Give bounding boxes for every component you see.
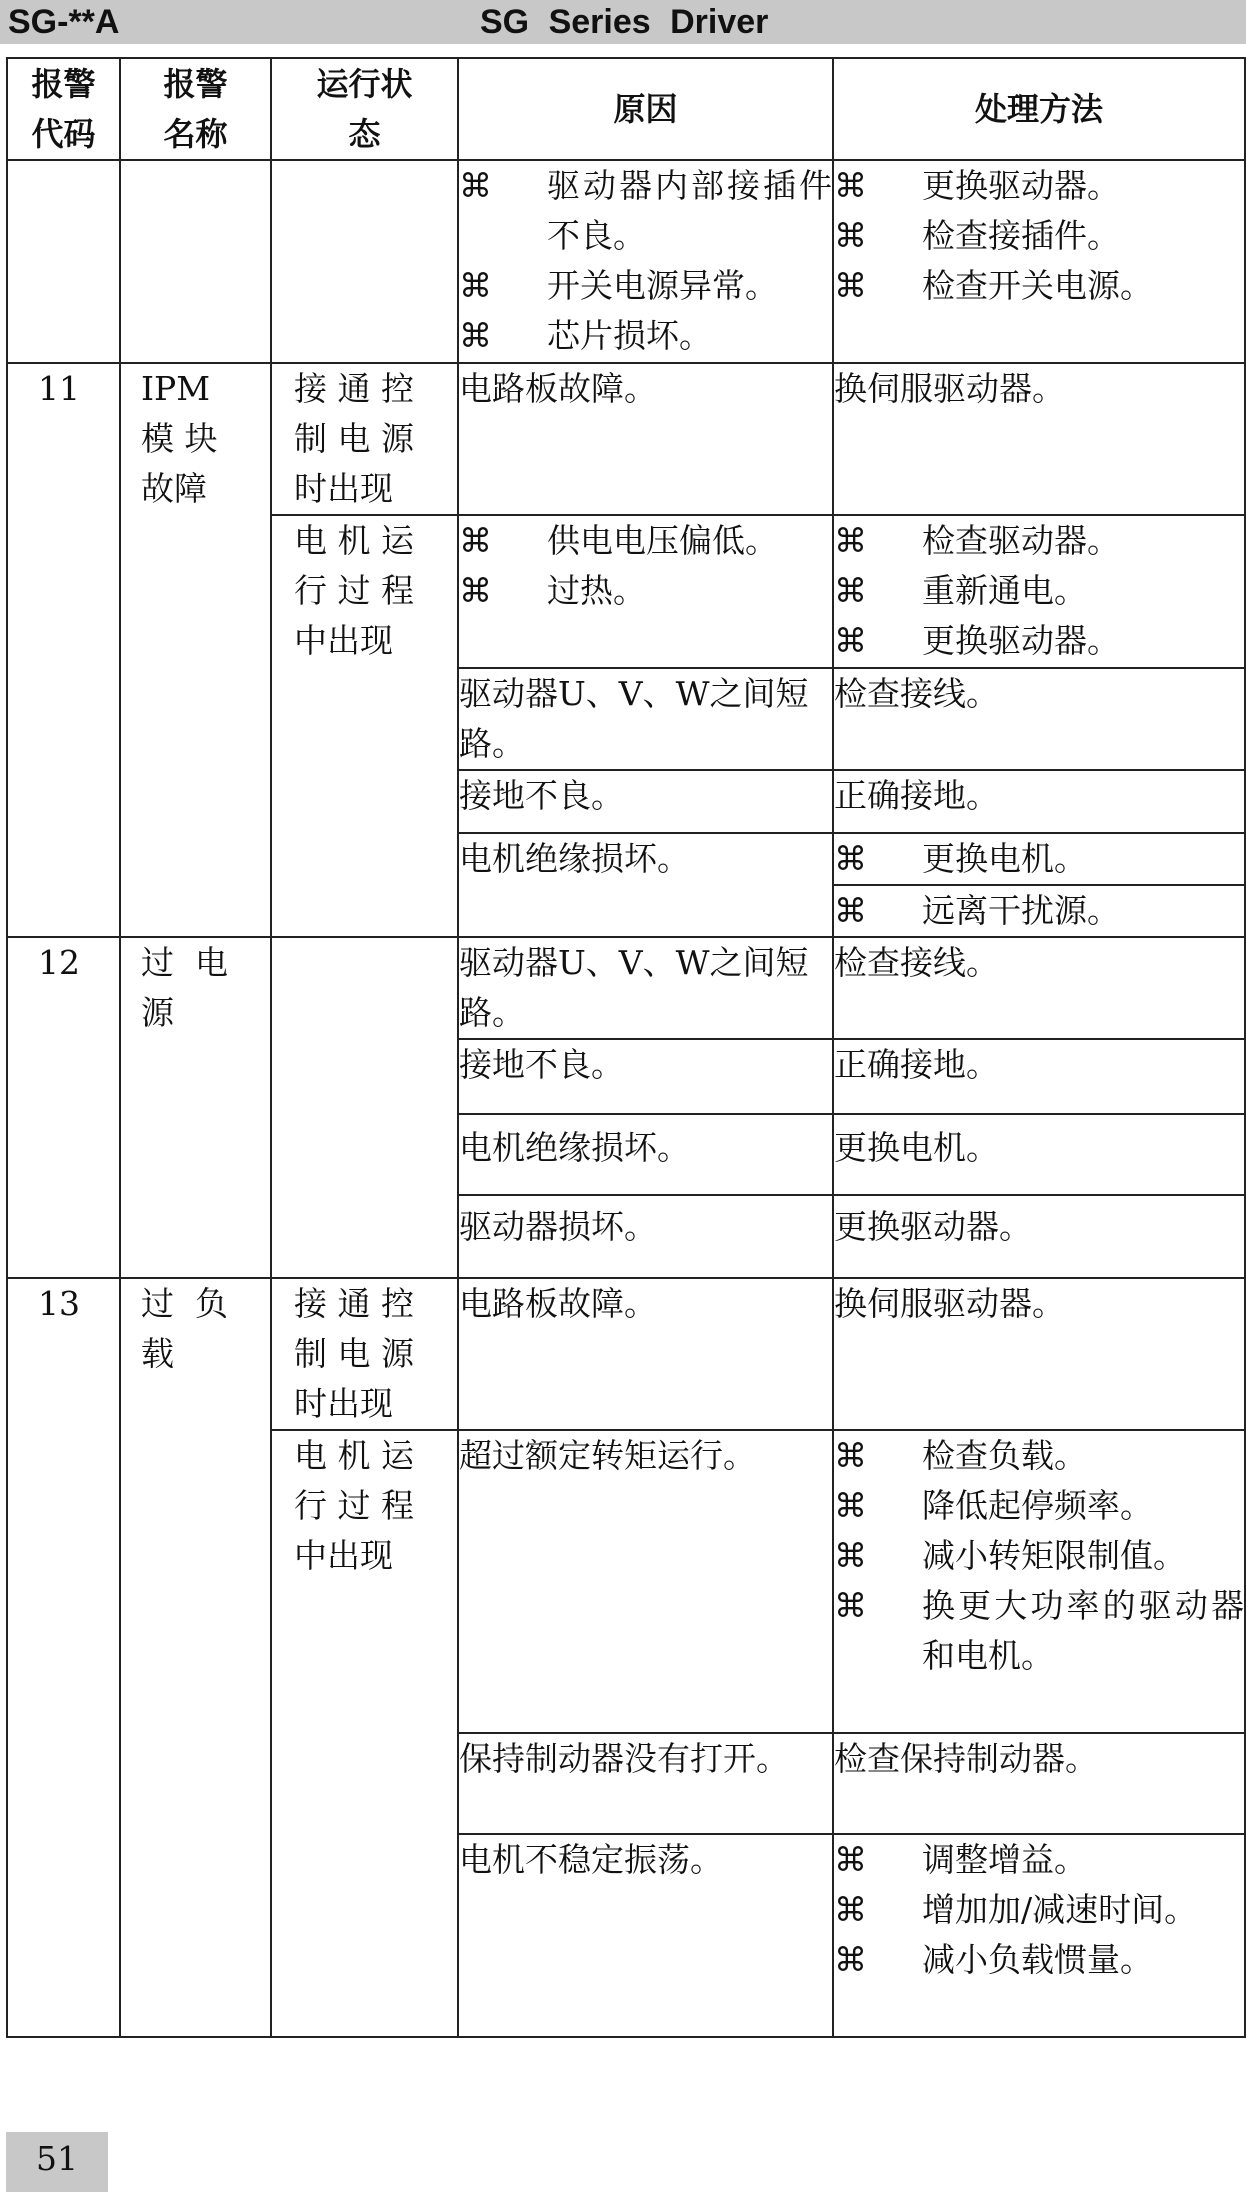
col-header-fix: 处理方法 [833,58,1245,160]
cause-cell: 接地不良。 [458,1039,833,1114]
cause-cell: 电机绝缘损坏。 [458,833,833,937]
fix-cell: 检查接线。 [833,937,1245,1039]
fix-cell: 检查接线。 [833,668,1245,770]
fix-cell: 更换电机。 [833,1114,1245,1195]
bullet-icon: ⌘ [834,891,867,930]
cause-cell: 接地不良。 [458,770,833,833]
cause-cell: 超过额定转矩运行。 [458,1430,833,1733]
run-state: 接 通 控 制 电 源 时出现 [271,363,458,515]
cause-cell: ⌘ 供电电压偏低。 ⌘ 过热。 [458,515,833,668]
table-row [7,160,1245,363]
run-state: 电 机 运 行 过 程 中出现 [271,515,458,937]
bullet-icon: ⌘ [834,521,867,560]
fix-cell: 换伺服驱动器。 [833,363,1245,515]
alarm-name: 过 电 源 [120,937,271,1278]
cause-cell: 电路板故障。 [458,363,833,515]
bullet-icon: ⌘ [834,621,867,660]
bullet-icon: ⌘ [834,1536,867,1575]
bullet-icon: ⌘ [834,571,867,610]
fix-cell: ⌘ 更换驱动器。 ⌘ 检查接插件。 ⌘ 检查开关电源。 [833,160,1245,363]
col-header-code: 报警 代码 [7,58,120,160]
fix-cell: ⌘ 调整增益。 ⌘ 增加加/减速时间。 ⌘ 减小负载惯量。 [833,1834,1245,2037]
bullet-icon: ⌘ [459,521,492,560]
fix-cell: ⌘ 检查负载。 ⌘ 降低起停频率。 ⌘ 减小转矩限制值。 ⌘ 换更大功率的驱动器和电机。 [833,1430,1245,1733]
col-header-cause: 原因 [458,58,833,160]
bullet-icon: ⌘ [459,166,492,205]
bullet-icon: ⌘ [834,1486,867,1525]
alarm-code: 12 [7,937,120,1278]
bullet-icon: ⌘ [834,1890,867,1929]
table-header-row [7,58,1245,160]
cause-cell: 驱动器U、V、W之间短路。 [458,668,833,770]
bullet-icon: ⌘ [834,839,867,878]
alarm-table [6,57,1246,2038]
fix-cell: 换伺服驱动器。 [833,1278,1245,1430]
table-row [7,1278,1245,1430]
col-header-state: 运行状 态 [271,58,458,160]
table-row [7,937,1245,1039]
bullet-icon: ⌘ [834,1436,867,1475]
col-header-name: 报警 名称 [120,58,271,160]
cause-cell: 驱动器U、V、W之间短路。 [458,937,833,1039]
cause-cell: 电机不稳定振荡。 [458,1834,833,2037]
alarm-code: 13 [7,1278,120,2037]
bullet-icon: ⌘ [459,316,492,355]
run-state: 接 通 控 制 电 源 时出现 [271,1278,458,1430]
fix-cell: 正确接地。 [833,770,1245,833]
run-state: 电 机 运 行 过 程 中出现 [271,1430,458,2037]
fix-cell: ⌘ 更换电机。 [833,833,1245,885]
page-number: 51 [36,2139,78,2178]
alarm-code: 11 [7,363,120,937]
fix-cell: 更换驱动器。 [833,1195,1245,1278]
bullet-icon: ⌘ [459,266,492,305]
cause-cell: 电机绝缘损坏。 [458,1114,833,1195]
fix-cell: 正确接地。 [833,1039,1245,1114]
cause-cell: 保持制动器没有打开。 [458,1733,833,1834]
bullet-icon: ⌘ [834,1840,867,1879]
bullet-icon: ⌘ [834,166,867,205]
alarm-name: IPM 模 块 故障 [120,363,271,937]
page-title: SG Series Driver [480,3,769,41]
cause-cell: 驱动器损坏。 [458,1195,833,1278]
bullet-icon: ⌘ [834,216,867,255]
table-row [7,363,1245,515]
bullet-icon: ⌘ [834,266,867,305]
model-label: SG-**A [8,3,120,41]
cause-cell: 电路板故障。 [458,1278,833,1430]
bullet-icon: ⌘ [834,1940,867,1979]
bullet-icon: ⌘ [459,571,492,610]
cause-cell: ⌘ 驱动器内部接插件不良。 ⌘ 开关电源异常。 ⌘ 芯片损坏。 [458,160,833,363]
run-state [271,937,458,1278]
fix-cell: ⌘ 远离干扰源。 [833,885,1245,937]
bullet-icon: ⌘ [834,1586,867,1625]
fix-cell: 检查保持制动器。 [833,1733,1245,1834]
alarm-name: 过 负 载 [120,1278,271,2037]
fix-cell: ⌘ 检查驱动器。 ⌘ 重新通电。 ⌘ 更换驱动器。 [833,515,1245,668]
